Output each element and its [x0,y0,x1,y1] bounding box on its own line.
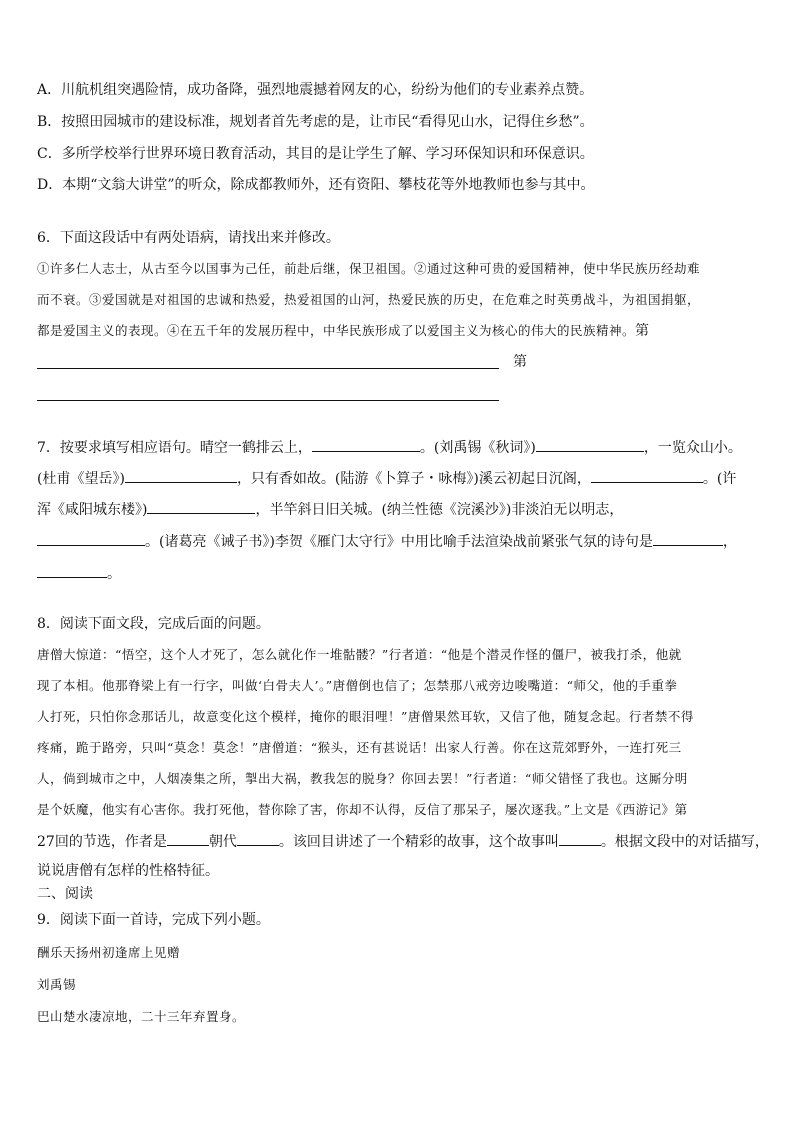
q7-text: 。(诸葛亮《诫子书》)李贺《雁门太守行》中用比喻手法渲染战前紧张气氛的诗句是 [145,534,653,550]
q7-text: ， [722,534,737,550]
q7-line-1 [37,436,742,458]
q5-option-c: C．多所学校举行世界环境日教育活动，其目的是让学生了解、学习环保知识和环保意识。 [37,146,594,162]
q8-passage-line-1: 唐僧大惊道：“悟空，这个人才死了，怎么就化作一堆骷髅？”行者道：“他是个潜灵作怪的僵尸，被我打杀，他就 [37,647,682,662]
q7-blank-3[interactable] [125,467,237,483]
q6-passage-line-2: 而不衰。③爱国就是对祖国的忠诚和热爱，热爱祖国的山河，热爱民族的历史，在危难之时英勇战斗，为祖国捐躯， [37,292,701,307]
q7-blank-4[interactable] [591,467,703,483]
q7-text: 7．按要求填写相应语句。晴空一鹤排云上， [37,440,312,456]
q7-text: ，一览众山小。 [643,440,742,456]
q6-passage-line-3 [37,321,650,341]
q6-ordinal-label: 第 [635,323,650,339]
q8-title: 8．阅读下面文段，完成后面的问题。 [37,616,270,632]
q7-blank-7[interactable] [653,530,723,546]
q7-blank-6[interactable] [37,530,145,546]
q7-line-2 [37,467,736,489]
q8-text: 。该回目讲述了一个精彩的故事，这个故事叫 [278,834,559,850]
q8-text: 。根据文段中的对话描写， [600,834,769,850]
q7-source: 。(许 [702,471,737,487]
q5-option-d: D．本期“文翁大讲堂”的听众，除成都教师外，还有资阳、攀枝花等外地教师也参与其中。 [37,177,595,193]
poem-line-1: 巴山楚水凄凉地，二十三年弃置身。 [37,1009,246,1024]
q7-text: ，半竿斜日旧关城。(纳兰性德《浣溪沙》)非淡泊无以明志， [255,502,624,518]
q5-option-b: B．按照田园城市的建设标准，规划者首先考虑的是，让市民“看得见山水，记得住乡愁”。 [37,114,594,130]
q7-source: 。(刘禹锡《秋词》) [419,440,536,456]
q6-answer-line-1[interactable] [37,368,499,369]
q6-ordinal-label-2: 第 [513,354,527,370]
q6-passage-line-1: ①许多仁人志士，从古至今以国事为己任，前赴后继，保卫祖国。②通过这种可贵的爱国精神，使中华民族历经劫难 [37,261,701,276]
q8-text: 27回的节选，作者是 [37,834,167,850]
section-heading: 二、阅读 [37,886,93,902]
q6-title: 6．下面这段话中有两处语病，请找出来并修改。 [37,230,340,246]
q8-passage-line-3: 人打死，只怕你念那话儿，故意变化这个模样，掩你的眼泪哩！”唐僧果然耳软，又信了他，随复念起。行者禁不得 [37,709,694,724]
q8-question-line-1 [37,830,769,852]
q7-blank-2[interactable] [536,436,644,452]
q8-passage-line-5: 人，倘到城市之中，人烟凑集之所，掣出大祸，教我怎的脱身？你回去罢！”行者道：“师父错怪了我也。这厮分明 [37,771,688,786]
q8-text: 朝代 [208,834,237,850]
q7-source: 浑《咸阳城东楼》) [37,502,148,518]
q7-blank-5[interactable] [147,498,255,514]
q9-title: 9．阅读下面一首诗，完成下列小题。 [37,912,270,928]
q7-source: (杜甫《望岳》) [37,471,125,487]
q6-passage-text: 都是爱国主义的表现。④在五千年的发展历程中，中华民族形成了以爱国主义为核心的伟大的民族精神。 [37,323,636,338]
q6-answer-line-2[interactable] [37,400,499,401]
q8-passage-line-2: 现了本相。他那脊梁上有一行字，叫做‘白骨夫人’。”唐僧倒也信了；怎禁那八戒旁边唆嘴道：“师父，他的手重拳 [37,678,678,693]
q7-blank-1[interactable] [312,436,420,452]
q7-text: 。 [107,566,121,582]
poem-author: 刘禹锡 [37,977,77,992]
q7-line-4 [37,530,737,552]
poem-title: 酬乐天扬州初逢席上见赠 [37,945,181,960]
q8-blank-dynasty[interactable] [237,830,279,846]
q8-passage-line-6: 是个妖魔，他实有心害你。我打死他，替你除了害，你却不认得，反信了那呆子，屡次逐我。”上文是《西游记》第 [37,802,688,817]
q8-blank-story[interactable] [559,830,601,846]
q8-question-line-2: 说说唐僧有怎样的性格特征。 [37,863,219,879]
q7-blank-8[interactable] [37,562,107,578]
q5-option-a: A．川航机组突遇险情，成功备降，强烈地震撼着网友的心，纷纷为他们的专业素养点赞。 [37,82,594,98]
q8-passage-line-4: 疼痛，跪于路旁，只叫“莫念！莫念！”唐僧道：“猴头，还有甚说话！出家人行善。你在这荒郊野外，一连打死三 [37,740,682,755]
q7-line-3 [37,498,623,520]
q8-blank-author[interactable] [167,830,209,846]
q7-text: ，只有香如故。(陆游《卜算子・咏梅》)溪云初起日沉阁， [236,471,591,487]
q7-line-5 [37,562,121,584]
